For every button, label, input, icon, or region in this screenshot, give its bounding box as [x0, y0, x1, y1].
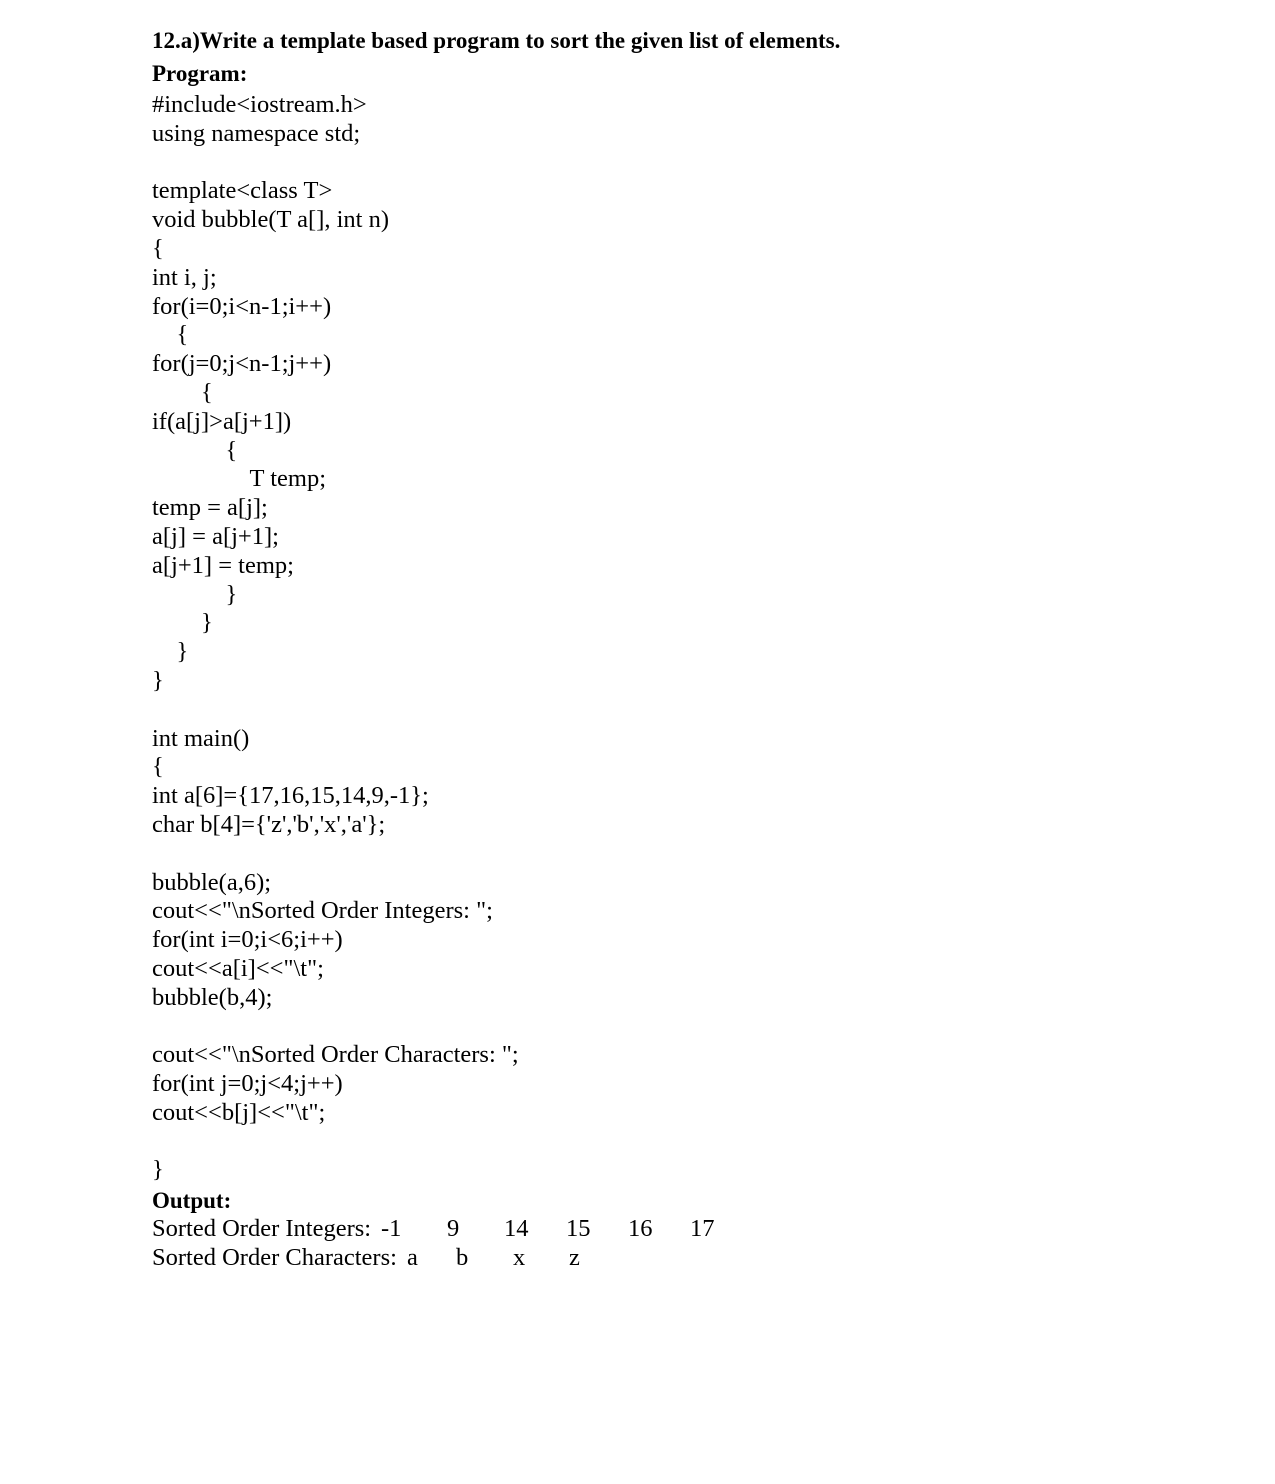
code-line: for(j=0;j<n-1;j++): [152, 350, 332, 378]
code-line: }: [152, 580, 238, 608]
code-line: [152, 840, 519, 869]
code-line: }: [152, 609, 213, 637]
code-line: void bubble(T a[], int n): [152, 206, 390, 234]
code-line: int main(): [152, 724, 250, 752]
code-line: cout<<"\nSorted Order Integers: ";: [152, 897, 493, 925]
code-line: {: [152, 378, 213, 406]
output-integer-value: 14: [504, 1215, 529, 1242]
question-title: 12.a)Write a template based program to sort the given list of elements.: [152, 28, 841, 53]
output-characters-row: [152, 1243, 580, 1273]
output-characters-label: Sorted Order Characters:: [152, 1244, 397, 1271]
code-line: bubble(b,4);: [152, 983, 273, 1011]
code-line: bubble(a,6);: [152, 868, 272, 896]
code-line: if(a[j]>a[j+1]): [152, 407, 292, 435]
output-integer-value: 9: [447, 1215, 460, 1242]
output-integers-row: [152, 1214, 715, 1244]
code-line: char b[4]={'z','b','x','a'};: [152, 810, 386, 838]
code-line: }: [152, 638, 189, 666]
output-integers-label: Sorted Order Integers:: [152, 1215, 372, 1242]
output-integer-value: 15: [566, 1215, 591, 1242]
code-line: T temp;: [152, 465, 327, 493]
code-line: [152, 696, 519, 725]
code-line: {: [152, 753, 164, 781]
output-character-value: x: [513, 1244, 526, 1271]
code-line: cout<<a[i]<<"\t";: [152, 954, 324, 982]
code-line: [152, 149, 519, 178]
code-line: for(int j=0;j<4;j++): [152, 1070, 343, 1098]
output-character-value: b: [456, 1244, 469, 1271]
output-label: Output:: [152, 1188, 232, 1213]
code-line: [152, 1013, 519, 1042]
code-line: cout<<b[j]<<"\t";: [152, 1098, 326, 1126]
code-line: a[j+1] = temp;: [152, 551, 294, 579]
code-line: cout<<"\nSorted Order Characters: ";: [152, 1041, 519, 1069]
code-line: int a[6]={17,16,15,14,9,-1};: [152, 782, 429, 810]
code-block: [152, 91, 519, 1185]
code-line: {: [152, 321, 189, 349]
code-line: template<class T>: [152, 177, 333, 205]
code-line: }: [152, 666, 164, 694]
code-line: for(int i=0;i<6;i++): [152, 926, 343, 954]
output-character-value: z: [569, 1244, 580, 1271]
output-character-value: a: [407, 1244, 418, 1271]
code-line: {: [152, 436, 238, 464]
output-integer-value: 16: [628, 1215, 653, 1242]
code-line: [152, 1128, 519, 1157]
code-line: }: [152, 1156, 164, 1184]
output-integer-value: -1: [381, 1215, 402, 1242]
code-line: int i, j;: [152, 263, 217, 291]
code-line: #include<iostream.h>: [152, 91, 367, 118]
code-line: temp = a[j];: [152, 494, 268, 522]
output-integer-value: 17: [690, 1215, 715, 1242]
code-line: for(i=0;i<n-1;i++): [152, 292, 332, 320]
code-line: a[j] = a[j+1];: [152, 522, 279, 550]
program-label: Program:: [152, 61, 248, 86]
code-line: using namespace std;: [152, 119, 361, 147]
code-line: {: [152, 234, 164, 262]
